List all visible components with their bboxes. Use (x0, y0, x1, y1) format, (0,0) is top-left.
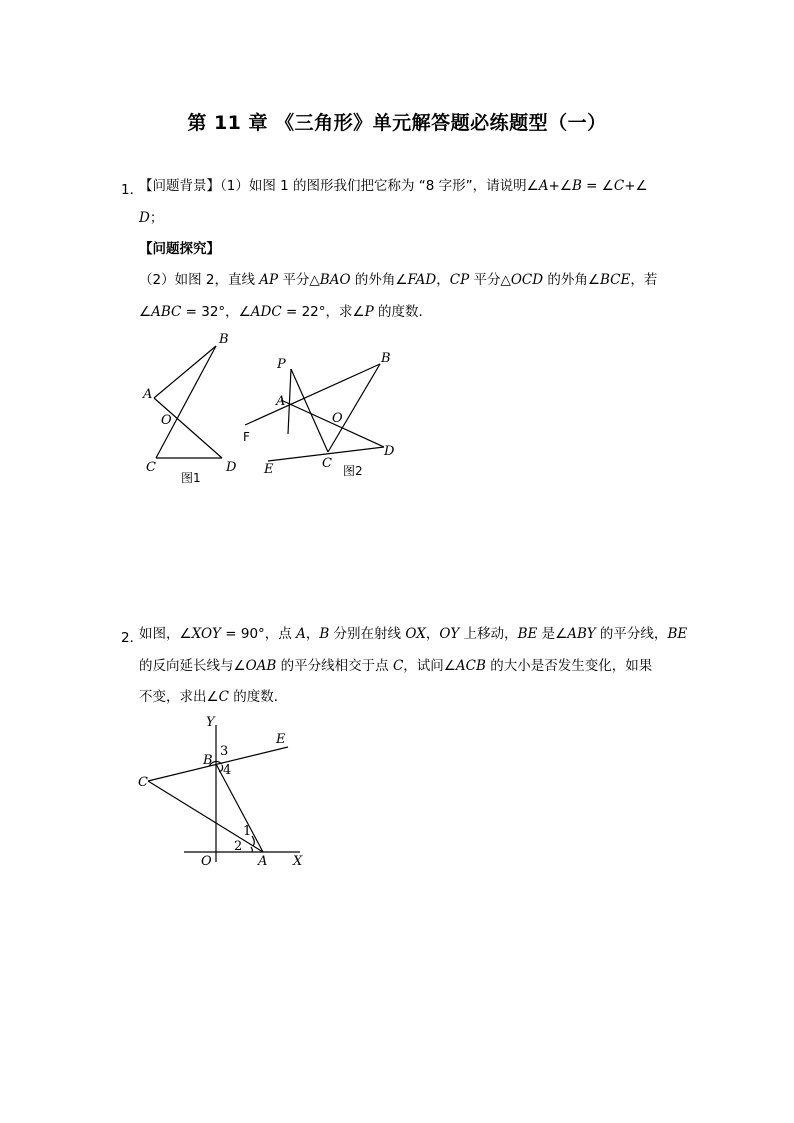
q1-text: 平分△ (469, 272, 511, 288)
q1-var: A (538, 178, 549, 194)
q2-var: C (218, 689, 229, 705)
line-ca (148, 781, 263, 852)
line-bc (328, 364, 380, 452)
q1-var: ABC (151, 304, 182, 320)
segment-bc (156, 346, 216, 458)
q1-text: = 32°，∠ (181, 304, 251, 320)
q1-text: = ∠ (581, 178, 614, 194)
q2-label-2: 2 (234, 839, 243, 854)
q2-label-o: O (201, 854, 212, 869)
angle-arc-1 (252, 836, 254, 846)
q2-var: B (319, 626, 330, 642)
q2-text: 的大小是否发生变化，如果 (485, 658, 653, 674)
q2-text: 如图，∠ (139, 626, 192, 642)
fig2-caption: 图2 (343, 464, 363, 478)
q1-var: C (613, 178, 625, 194)
q2-line-1 (139, 624, 687, 644)
q1-text: = 22°，求∠ (281, 304, 365, 320)
fig1-label-d: D (226, 460, 237, 475)
fig2-label-p: P (277, 357, 286, 372)
q1-number: 1． (121, 182, 144, 198)
q1-text: 的外角∠ (350, 272, 408, 288)
q2-text: ， (305, 626, 320, 642)
fig2-label-b: B (381, 351, 391, 366)
fig2-label-f: F (243, 430, 250, 444)
q2-text: = 90°，点 (220, 626, 297, 642)
page-title: 第 11 章 《三角形》单元解答题必练题型（一） (187, 112, 607, 134)
q1-text: 【问题背景】（1）如图 1 的图形我们把它称为 “8 字形”，请说明∠ (139, 178, 539, 194)
fig2-label-e: E (264, 462, 274, 477)
q1-heading: 【问题探究】 (139, 241, 220, 257)
fig2-label-c: C (322, 456, 332, 471)
q2-var: A (296, 626, 306, 642)
q2-text: 的反向延长线与∠ (139, 658, 246, 674)
q2-label-e: E (276, 732, 286, 747)
segment-ad (154, 398, 222, 458)
q2-label-c: C (138, 775, 148, 790)
q1-var: OCD (510, 272, 544, 288)
q1-text: ，若 (630, 272, 658, 288)
line-ce (148, 747, 288, 781)
q1-text: +∠ (624, 178, 648, 194)
q1-text: 的度数． (373, 304, 433, 320)
q2-var: C (392, 658, 404, 674)
fig2-label-o: O (332, 411, 343, 426)
q1-var: B (571, 178, 582, 194)
q1-text: 的外角∠ (543, 272, 600, 288)
q1-text: ， (436, 272, 450, 288)
q1-var: D (139, 210, 150, 226)
q2-text: 是∠ (537, 626, 568, 642)
q2-var: BE (667, 626, 688, 642)
q2-number: 2． (121, 630, 144, 646)
fig2-label-a: A (276, 394, 286, 409)
q2-var: OAB (245, 658, 277, 674)
q2-label-a: A (258, 854, 268, 869)
q2-text: ， (425, 626, 440, 642)
angle-arc-2 (251, 847, 252, 852)
q1-var: FAD (407, 272, 437, 288)
q1-var: AP (259, 272, 279, 288)
q2-label-y: Y (206, 715, 215, 730)
segment-ab (154, 346, 216, 398)
fig2-label-d: D (384, 444, 395, 459)
q2-text: ，试问∠ (403, 658, 456, 674)
q2-label-4: 4 (223, 763, 232, 778)
line-pc (291, 369, 328, 452)
q1-text: ∠ (139, 304, 152, 320)
q2-label-1: 1 (243, 824, 252, 839)
q2-var: OY (439, 626, 460, 642)
q1-text: （2）如图 2，直线 (139, 272, 260, 288)
fig1-label-b: B (219, 332, 229, 347)
q2-text: 上移动， (459, 626, 518, 642)
q2-line-3 (139, 687, 287, 707)
q2-text: 不变，求出∠ (139, 689, 219, 705)
fig1-caption: 图1 (181, 471, 201, 485)
q2-label-x: X (293, 854, 303, 869)
q2-label-3: 3 (220, 744, 229, 759)
q1-text: +∠ (548, 178, 572, 194)
line-ap (288, 369, 291, 434)
q2-label-b: B (203, 753, 213, 768)
q2-var: BE (517, 626, 538, 642)
q2-var: ACB (455, 658, 486, 674)
q1-text: 平分△ (278, 272, 320, 288)
q2-text: 分别在射线 (329, 626, 406, 642)
q2-var: XOY (191, 626, 221, 642)
q1-var: P (364, 304, 374, 320)
q2-text: 的平分线， (595, 626, 668, 642)
q1-text: ； (149, 210, 164, 226)
fig1-label-a: A (143, 387, 153, 402)
fig1-label-o: O (161, 413, 172, 428)
q2-line-2 (139, 656, 652, 676)
q2-text: 的平分线相交于点 (276, 658, 393, 674)
q1-var: BAO (319, 272, 351, 288)
q2-text: 的度数． (228, 689, 288, 705)
fig1-label-c: C (146, 460, 156, 475)
q1-var: BCE (599, 272, 631, 288)
q1-var: ADC (250, 304, 282, 320)
q1-var: CP (449, 272, 470, 288)
q2-var: ABY (567, 626, 596, 642)
q2-var: OX (405, 626, 426, 642)
